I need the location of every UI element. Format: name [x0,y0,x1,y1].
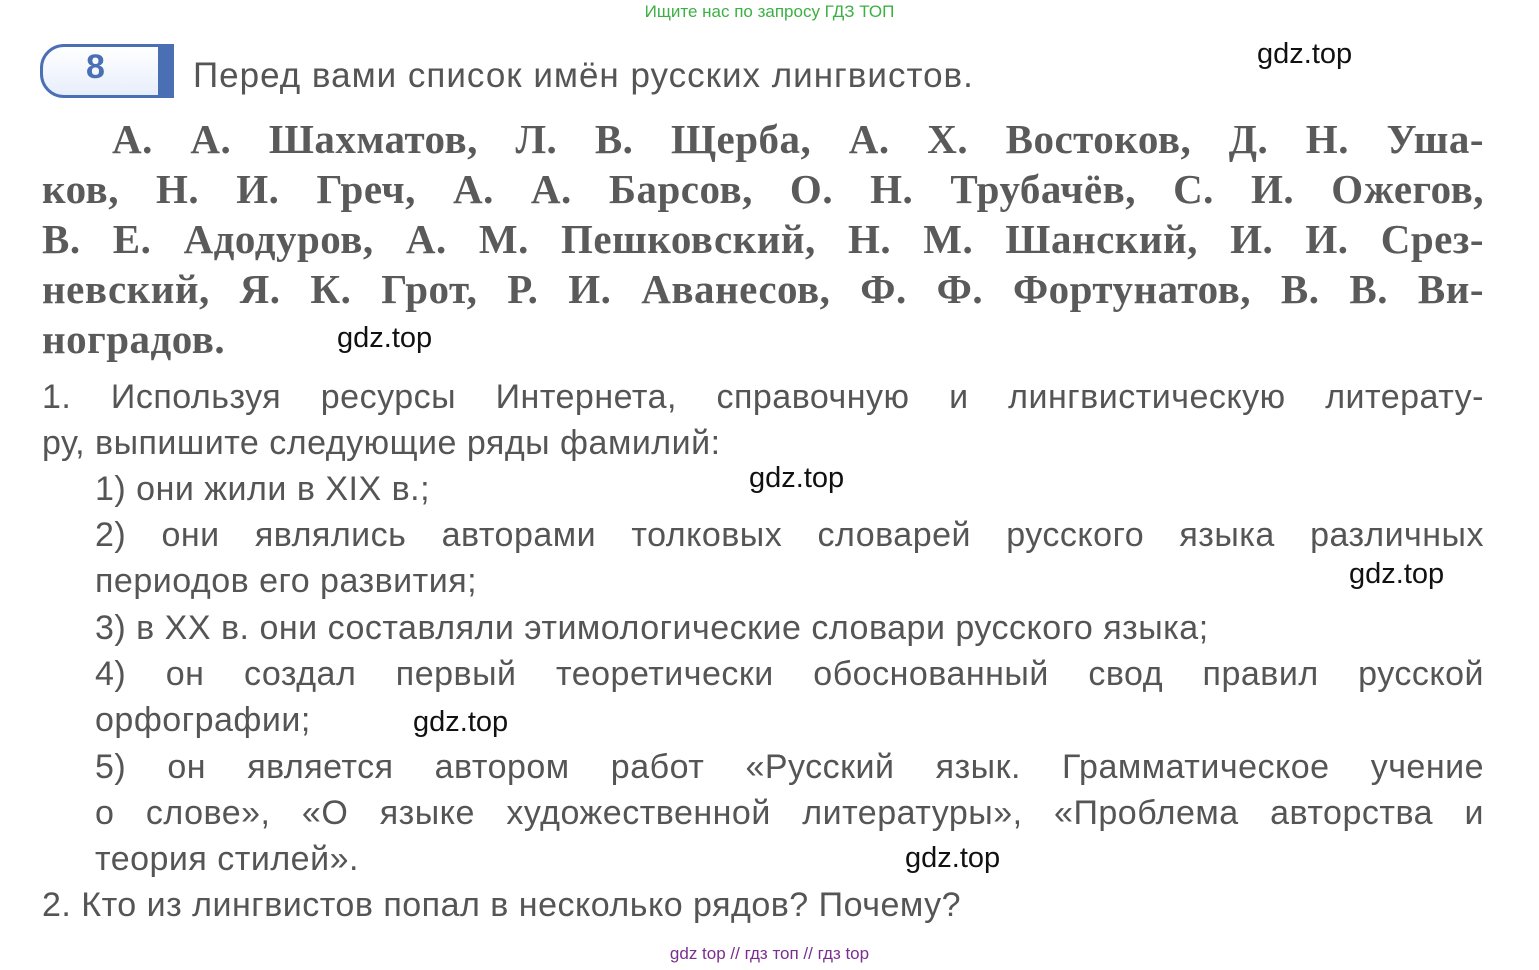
badge-tail [158,44,174,98]
watermark: gdz.top [749,462,845,494]
task-line: 4) он создал первый теоретически обоснованный свод правил русской [95,655,1484,693]
task-line: 5) он является автором работ «Русский язык. Грамматическое учение [95,748,1484,786]
task-line: 2) они являлись авторами толковых словарей русского языка различных [95,516,1484,554]
task-1-intro [42,374,1484,466]
watermark: gdz.top [337,322,433,354]
task-line: о слове», «О языке художественной литературы», «Проблема авторства и [95,794,1484,832]
watermark: gdz.top [905,842,1001,874]
exercise-number-badge [40,44,174,98]
exercise-number: 8 [86,48,105,86]
task-line: 2. Кто из лингвистов попал в несколько рядов? Почему? [42,886,962,924]
task-line: теория стилей». [95,840,359,878]
task-line: 1. Используя ресурсы Интернета, справочную и лингвистическую литерату- [42,378,1484,416]
exercise-intro: Перед вами список имён русских лингвистов. [193,56,974,95]
task-item-4 [95,651,1484,743]
footer-note: gdz top // гдз топ // гдз top [669,944,870,963]
task-line: ру, выпишите следующие ряды фамилий: [42,424,721,462]
watermark: gdz.top [1349,558,1445,590]
names-line: невский, Я. К. Грот, Р. И. Аванесов, Ф. Ф. Фортунатов, В. В. Ви- [42,266,1484,312]
names-line: ков, Н. И. Греч, А. А. Барсов, О. Н. Трубачёв, С. И. Ожегов, [42,166,1484,212]
names-line: ноградов. [42,316,226,362]
header-note: Ищите нас по запросу ГДЗ ТОП [644,2,895,21]
linguist-names [42,114,1484,364]
task-line: периодов его развития; [95,562,478,600]
task-item-3 [95,605,1484,651]
task-item-2 [95,512,1484,604]
task-line: орфографии; [95,701,311,739]
names-line: А. А. Шахматов, Л. В. Щерба, А. Х. Востоков, Д. Н. Уша- [112,116,1484,162]
task-line: 1) они жили в XIX в.; [95,470,431,508]
watermark: gdz.top [413,706,509,738]
task-item-5 [95,744,1484,882]
watermark: gdz.top [1257,38,1353,70]
task-line: 3) в XX в. они составляли этимологические словари русского языка; [95,609,1209,647]
task-2 [42,882,1484,928]
names-line: В. Е. Адодуров, А. М. Пешковский, Н. М. Шанский, И. И. Срез- [42,216,1484,262]
